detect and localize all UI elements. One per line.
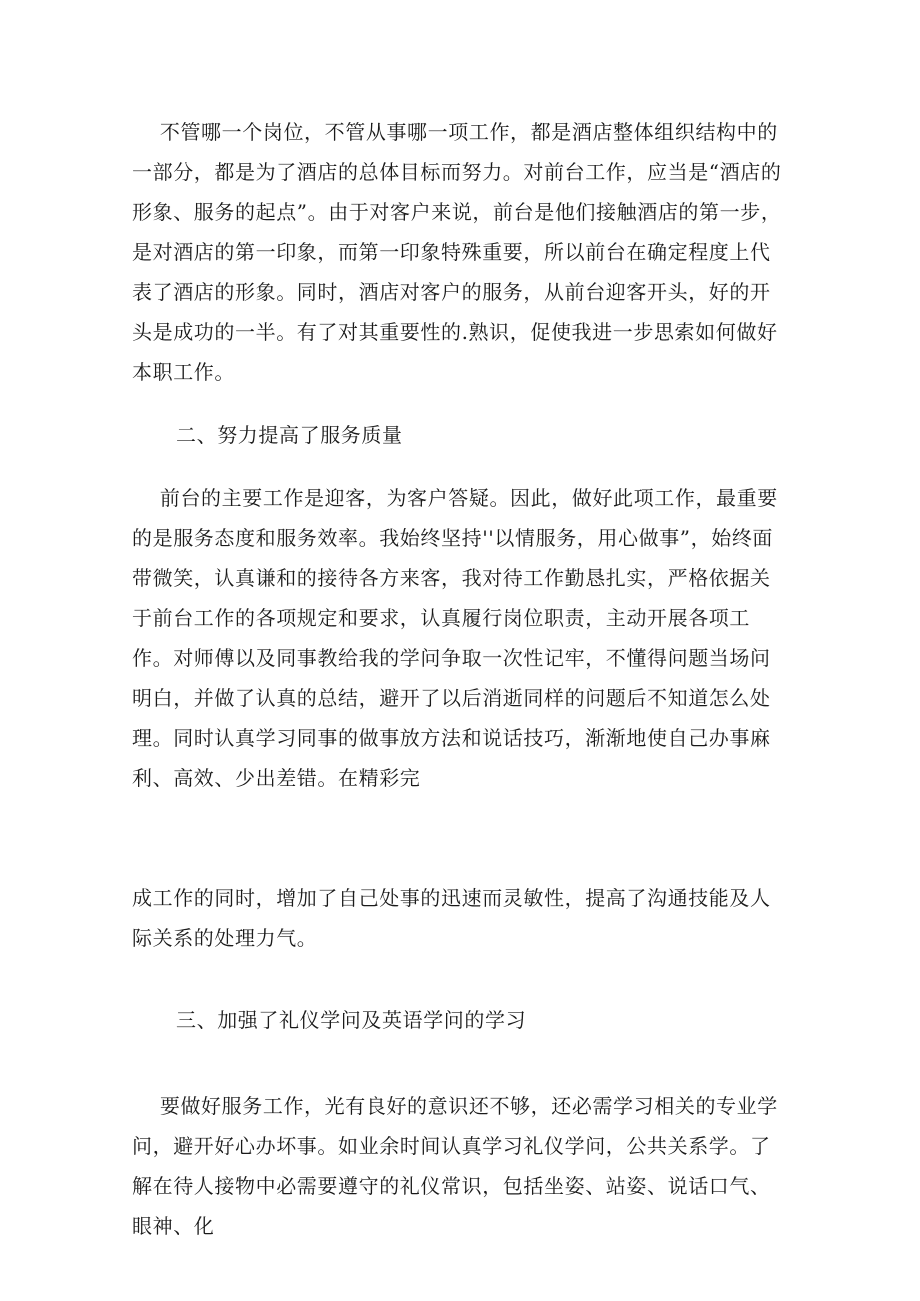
paragraph-service-attitude: 前台的主要工作是迎客，为客户答疑。因此，做好此项工作，最重要的是服务态度和服务效率。我始终坚持''以情服务，用心做事”，始终面带微笑，认真谦和的接待各方来客，我对待工作勤恳扎实，严格依据关于前台工作的各项规定和要求，认真履行岗位职责，主动开展各项工作。对师傅以及同事教给我的学问争取一次性记牢，不懂得问题当场问明白，并做了认真的总结，避开了以后消逝同样的问题后不知道怎么处理。同时认真学习同事的做事放方法和说话技巧，渐渐地使自己办事麻利、高效、少出差错。在精彩完 — [132, 486, 778, 790]
paragraph-etiquette-study: 要做好服务工作，光有良好的意识还不够，还必需学习相关的专业学问，避开好心办坏事。如业余时间认真学习礼仪学问，公共关系学。了解在待人接物中必需要遵守的礼仪常识，包括坐姿、站姿、说话口气、眼神、化 — [132, 1094, 778, 1238]
section-heading-etiquette-english: 三、加强了礼仪学问及英语学问的学习 — [176, 1008, 527, 1032]
section-heading-service-quality: 二、努力提高了服务质量 — [176, 423, 403, 447]
paragraph-communication-skills: 成工作的同时，增加了自己处事的迅速而灵敏性，提高了沟通技能及人际关系的处理力气。 — [132, 886, 771, 950]
paragraph-importance-of-front-desk: 不管哪一个岗位，不管从事哪一项工作，都是酒店整体组织结构中的一部分，都是为了酒店的总体目标而努力。对前台工作，应当是“酒店的形象、服务的起点”。由于对客户来说，前台是他们接触酒店的第一步，是对酒店的第一印象，而第一印象特殊重要，所以前台在确定程度上代表了酒店的形象。同时，酒店对客户的服务，从前台迎客开头，好的开头是成功的一半。有了对其重要性的.熟识，促使我进一步思索如何做好本职工作。 — [132, 120, 782, 384]
